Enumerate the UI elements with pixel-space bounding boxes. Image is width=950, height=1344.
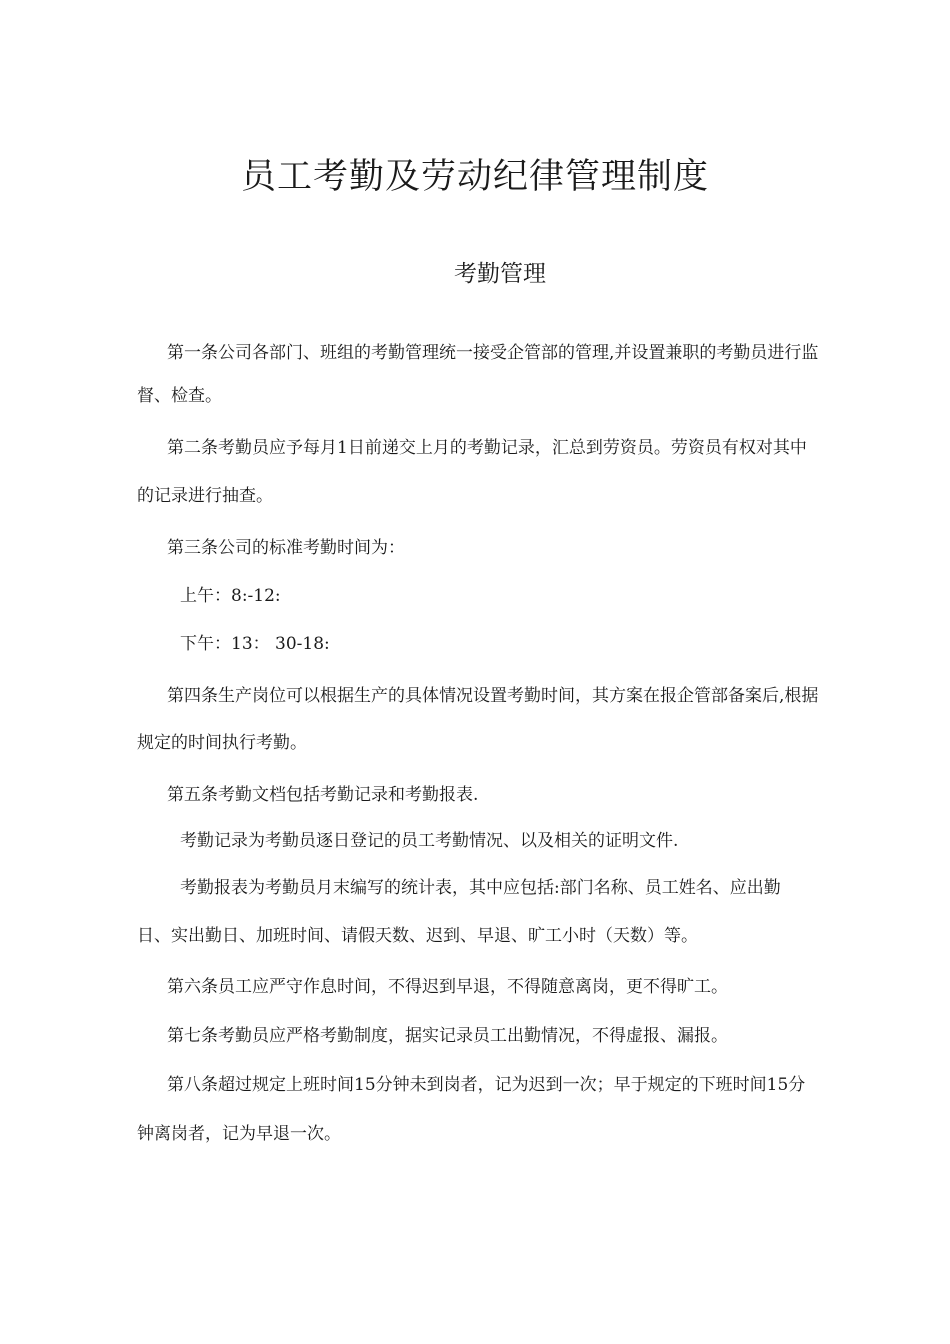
paragraph-line: 第五条考勤文档包括考勤记录和考勤报表. — [167, 785, 479, 805]
document-title: 员工考勤及劳动纪律管理制度 — [240, 157, 709, 197]
paragraph-line: 第八条超过规定上班时间15分钟未到岗者，记为迟到一次；早于规定的下班时间15分 — [167, 1075, 806, 1095]
paragraph-line: 第一条公司各部门、班组的考勤管理统一接受企管部的管理,并设置兼职的考勤员进行监 — [167, 343, 819, 363]
paragraph-line: 第七条考勤员应严格考勤制度，据实记录员工出勤情况，不得虚报、漏报。 — [167, 1026, 728, 1046]
paragraph-line: 日、实出勤日、加班时间、请假天数、迟到、早退、旷工小时（天数）等。 — [137, 926, 698, 946]
paragraph-line: 规定的时间执行考勤。 — [137, 733, 307, 753]
paragraph-line: 上午：8:-12: — [180, 586, 281, 606]
paragraph-line: 第二条考勤员应予每月1日前递交上月的考勤记录，汇总到劳资员。劳资员有权对其中 — [167, 438, 807, 458]
paragraph-line: 钟离岗者，记为早退一次。 — [137, 1124, 341, 1144]
paragraph-line: 督、检查。 — [137, 386, 222, 406]
section-heading: 考勤管理 — [454, 261, 546, 287]
paragraph-line: 下午：13： 30-18: — [180, 634, 330, 654]
paragraph-line: 第四条生产岗位可以根据生产的具体情况设置考勤时间，其方案在报企管部备案后,根据 — [167, 686, 819, 706]
paragraph-line: 考勤记录为考勤员逐日登记的员工考勤情况、以及相关的证明文件. — [180, 831, 679, 851]
paragraph-line: 第三条公司的标准考勤时间为： — [167, 538, 405, 558]
paragraph-line: 考勤报表为考勤员月末编写的统计表，其中应包括:部门名称、员工姓名、应出勤 — [180, 878, 781, 898]
paragraph-line: 第六条员工应严守作息时间，不得迟到早退，不得随意离岗，更不得旷工。 — [167, 977, 728, 997]
paragraph-line: 的记录进行抽查。 — [137, 486, 273, 506]
